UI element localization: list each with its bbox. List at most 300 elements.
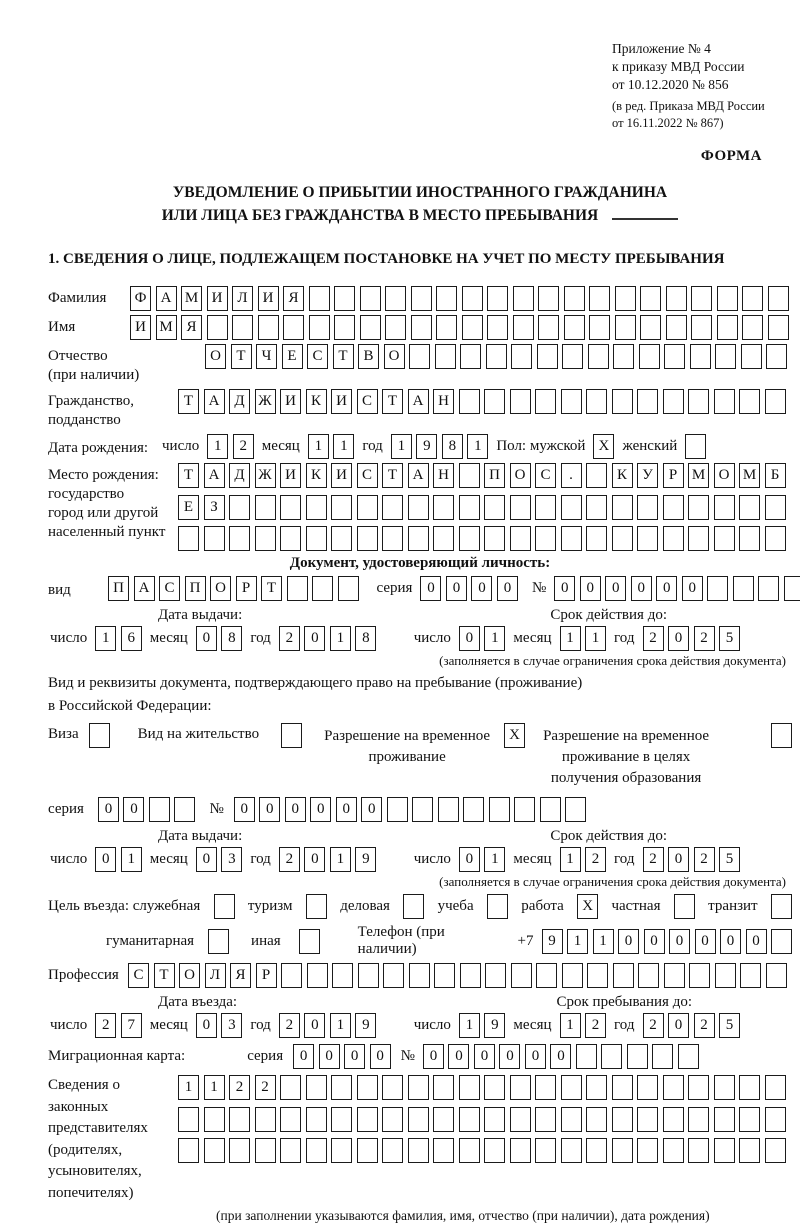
char-box[interactable] (688, 526, 709, 551)
char-box[interactable] (360, 315, 381, 340)
char-box[interactable]: А (156, 286, 177, 311)
char-box[interactable]: П (484, 463, 505, 488)
char-box[interactable]: Я (283, 286, 304, 311)
char-box[interactable] (640, 286, 661, 311)
char-box[interactable] (331, 1138, 352, 1163)
char-box[interactable]: Р (236, 576, 257, 601)
char-box[interactable] (663, 1075, 684, 1100)
char-box[interactable] (538, 315, 559, 340)
char-box[interactable] (612, 495, 633, 520)
char-box[interactable]: 2 (233, 434, 254, 459)
char-box[interactable]: Я (230, 963, 251, 988)
char-box[interactable] (280, 526, 301, 551)
char-box[interactable] (229, 1107, 250, 1132)
char-box[interactable]: 0 (459, 847, 480, 872)
char-box[interactable]: 0 (344, 1044, 365, 1069)
char-box[interactable] (637, 495, 658, 520)
char-box[interactable]: Ж (255, 389, 276, 414)
char-box[interactable]: З (204, 495, 225, 520)
char-box[interactable] (637, 526, 658, 551)
char-box[interactable]: 0 (319, 1044, 340, 1069)
char-box[interactable] (459, 1138, 480, 1163)
char-box[interactable] (612, 1107, 633, 1132)
char-box[interactable] (460, 344, 481, 369)
char-box[interactable]: 0 (304, 1013, 325, 1038)
char-box[interactable]: 8 (221, 626, 242, 651)
char-box[interactable] (459, 1107, 480, 1132)
char-box[interactable]: 5 (719, 1013, 740, 1038)
char-box[interactable] (562, 963, 583, 988)
char-box[interactable] (357, 495, 378, 520)
char-box[interactable]: 0 (336, 797, 357, 822)
char-box[interactable]: О (510, 463, 531, 488)
char-box[interactable]: Ч (256, 344, 277, 369)
char-box[interactable] (664, 963, 685, 988)
char-box[interactable]: 0 (499, 1044, 520, 1069)
char-box[interactable]: 1 (560, 1013, 581, 1038)
char-box[interactable] (691, 315, 712, 340)
char-box[interactable] (489, 797, 510, 822)
char-box[interactable]: 0 (446, 576, 467, 601)
char-box[interactable] (685, 434, 706, 459)
char-box[interactable]: 1 (204, 1075, 225, 1100)
char-box[interactable] (306, 894, 327, 919)
char-box[interactable]: 0 (720, 929, 741, 954)
char-box[interactable]: 9 (484, 1013, 505, 1038)
char-box[interactable]: Т (382, 463, 403, 488)
char-box[interactable] (771, 894, 792, 919)
char-box[interactable] (561, 1138, 582, 1163)
char-box[interactable]: 9 (416, 434, 437, 459)
char-box[interactable]: 1 (484, 626, 505, 651)
char-box[interactable]: С (128, 963, 149, 988)
char-box[interactable]: 0 (123, 797, 144, 822)
char-box[interactable] (612, 526, 633, 551)
char-box[interactable] (280, 1075, 301, 1100)
char-box[interactable] (535, 1107, 556, 1132)
char-box[interactable]: Н (433, 463, 454, 488)
char-box[interactable] (338, 576, 359, 601)
char-box[interactable] (411, 286, 432, 311)
char-box[interactable] (510, 1075, 531, 1100)
char-box[interactable] (484, 389, 505, 414)
char-box[interactable]: И (130, 315, 151, 340)
char-box[interactable] (637, 389, 658, 414)
char-box[interactable] (771, 723, 792, 748)
char-box[interactable] (688, 1107, 709, 1132)
char-box[interactable] (740, 963, 761, 988)
char-box[interactable]: Д (229, 389, 250, 414)
char-box[interactable] (637, 1138, 658, 1163)
char-box[interactable]: 0 (669, 929, 690, 954)
char-box[interactable] (768, 286, 789, 311)
char-box[interactable] (714, 526, 735, 551)
char-box[interactable]: Д (229, 463, 250, 488)
char-box[interactable] (510, 495, 531, 520)
char-box[interactable] (462, 286, 483, 311)
char-box[interactable] (433, 1107, 454, 1132)
char-box[interactable] (586, 1107, 607, 1132)
char-box[interactable] (486, 344, 507, 369)
char-box[interactable]: 2 (255, 1075, 276, 1100)
char-box[interactable] (666, 286, 687, 311)
char-box[interactable]: О (384, 344, 405, 369)
char-box[interactable]: В (358, 344, 379, 369)
char-box[interactable]: А (204, 463, 225, 488)
char-box[interactable] (739, 1075, 760, 1100)
char-box[interactable]: 0 (420, 576, 441, 601)
char-box[interactable] (280, 495, 301, 520)
char-box[interactable] (408, 495, 429, 520)
char-box[interactable]: 2 (694, 1013, 715, 1038)
char-box[interactable]: 2 (585, 1013, 606, 1038)
char-box[interactable] (714, 495, 735, 520)
char-box[interactable]: М (739, 463, 760, 488)
char-box[interactable] (784, 576, 800, 601)
char-box[interactable]: 6 (121, 626, 142, 651)
char-box[interactable] (306, 1138, 327, 1163)
char-box[interactable]: П (108, 576, 129, 601)
char-box[interactable]: 9 (355, 1013, 376, 1038)
char-box[interactable] (403, 894, 424, 919)
char-box[interactable] (174, 797, 195, 822)
char-box[interactable]: 1 (333, 434, 354, 459)
char-box[interactable]: Я (181, 315, 202, 340)
char-box[interactable] (382, 526, 403, 551)
char-box[interactable]: 0 (668, 1013, 689, 1038)
char-box[interactable] (459, 463, 480, 488)
char-box[interactable] (204, 1138, 225, 1163)
char-box[interactable]: Ф (130, 286, 151, 311)
char-box[interactable] (435, 344, 456, 369)
char-box[interactable] (535, 1138, 556, 1163)
char-box[interactable] (663, 526, 684, 551)
char-box[interactable]: 2 (279, 847, 300, 872)
char-box[interactable] (613, 344, 634, 369)
char-box[interactable] (565, 797, 586, 822)
char-box[interactable]: 0 (497, 576, 518, 601)
char-box[interactable] (663, 1138, 684, 1163)
char-box[interactable] (487, 894, 508, 919)
char-box[interactable] (484, 495, 505, 520)
char-box[interactable] (561, 495, 582, 520)
char-box[interactable] (178, 1107, 199, 1132)
char-box[interactable] (663, 1107, 684, 1132)
char-box[interactable] (178, 1138, 199, 1163)
char-box[interactable] (688, 495, 709, 520)
char-box[interactable] (334, 286, 355, 311)
char-box[interactable] (688, 1138, 709, 1163)
char-box[interactable]: 1 (330, 1013, 351, 1038)
char-box[interactable]: Т (261, 576, 282, 601)
char-box[interactable] (589, 286, 610, 311)
char-box[interactable]: 1 (95, 626, 116, 651)
char-box[interactable] (487, 315, 508, 340)
char-box[interactable]: 0 (310, 797, 331, 822)
char-box[interactable] (387, 797, 408, 822)
char-box[interactable] (535, 389, 556, 414)
char-box[interactable] (664, 344, 685, 369)
char-box[interactable]: П (185, 576, 206, 601)
char-box[interactable]: 0 (361, 797, 382, 822)
char-box[interactable] (601, 1044, 622, 1069)
char-box[interactable] (510, 1107, 531, 1132)
char-box[interactable] (412, 797, 433, 822)
char-box[interactable]: 0 (580, 576, 601, 601)
char-box[interactable]: 0 (293, 1044, 314, 1069)
char-box[interactable] (638, 963, 659, 988)
char-box[interactable] (742, 286, 763, 311)
char-box[interactable]: 0 (471, 576, 492, 601)
char-box[interactable] (765, 526, 786, 551)
char-box[interactable]: 1 (207, 434, 228, 459)
char-box[interactable]: 0 (196, 847, 217, 872)
char-box[interactable] (586, 389, 607, 414)
char-box[interactable] (535, 495, 556, 520)
char-box[interactable]: Т (382, 389, 403, 414)
char-box[interactable] (487, 286, 508, 311)
char-box[interactable] (306, 526, 327, 551)
char-box[interactable]: 1 (560, 626, 581, 651)
char-box[interactable]: 0 (474, 1044, 495, 1069)
char-box[interactable]: 2 (694, 847, 715, 872)
char-box[interactable] (540, 797, 561, 822)
char-box[interactable]: М (156, 315, 177, 340)
char-box[interactable]: 1 (391, 434, 412, 459)
char-box[interactable]: 2 (279, 1013, 300, 1038)
char-box[interactable] (307, 963, 328, 988)
char-box[interactable] (360, 286, 381, 311)
char-box[interactable] (561, 1075, 582, 1100)
char-box[interactable] (678, 1044, 699, 1069)
char-box[interactable]: 0 (196, 626, 217, 651)
char-box[interactable] (717, 315, 738, 340)
char-box[interactable]: 0 (459, 626, 480, 651)
char-box[interactable] (537, 344, 558, 369)
char-box[interactable] (586, 495, 607, 520)
char-box[interactable] (357, 1075, 378, 1100)
char-box[interactable] (758, 576, 779, 601)
char-box[interactable]: 1 (567, 929, 588, 954)
char-box[interactable] (510, 389, 531, 414)
char-box[interactable] (409, 344, 430, 369)
char-box[interactable]: X (593, 434, 614, 459)
char-box[interactable] (382, 495, 403, 520)
char-box[interactable]: 2 (694, 626, 715, 651)
char-box[interactable] (714, 1107, 735, 1132)
char-box[interactable]: . (561, 463, 582, 488)
char-box[interactable] (717, 286, 738, 311)
char-box[interactable] (513, 315, 534, 340)
char-box[interactable] (459, 526, 480, 551)
char-box[interactable]: И (331, 389, 352, 414)
char-box[interactable]: И (207, 286, 228, 311)
char-box[interactable]: О (714, 463, 735, 488)
char-box[interactable]: 5 (719, 626, 740, 651)
char-box[interactable]: 0 (554, 576, 575, 601)
char-box[interactable] (255, 526, 276, 551)
char-box[interactable] (255, 1107, 276, 1132)
char-box[interactable] (436, 286, 457, 311)
char-box[interactable] (586, 1138, 607, 1163)
char-box[interactable] (652, 1044, 673, 1069)
char-box[interactable]: 5 (719, 847, 740, 872)
char-box[interactable] (484, 1138, 505, 1163)
char-box[interactable] (576, 1044, 597, 1069)
char-box[interactable] (357, 1138, 378, 1163)
char-box[interactable] (535, 526, 556, 551)
char-box[interactable]: 0 (682, 576, 703, 601)
char-box[interactable] (627, 1044, 648, 1069)
char-box[interactable] (232, 315, 253, 340)
char-box[interactable] (612, 1138, 633, 1163)
char-box[interactable] (459, 495, 480, 520)
char-box[interactable]: Ж (255, 463, 276, 488)
char-box[interactable]: Е (178, 495, 199, 520)
char-box[interactable] (408, 1107, 429, 1132)
char-box[interactable] (612, 389, 633, 414)
char-box[interactable]: Р (256, 963, 277, 988)
char-box[interactable] (433, 495, 454, 520)
char-box[interactable] (766, 344, 787, 369)
char-box[interactable]: 1 (585, 626, 606, 651)
char-box[interactable] (207, 315, 228, 340)
char-box[interactable] (484, 526, 505, 551)
char-box[interactable]: 0 (304, 847, 325, 872)
char-box[interactable]: Р (663, 463, 684, 488)
char-box[interactable]: 8 (355, 626, 376, 651)
char-box[interactable]: 2 (643, 847, 664, 872)
char-box[interactable] (707, 576, 728, 601)
char-box[interactable]: И (280, 389, 301, 414)
char-box[interactable] (765, 1075, 786, 1100)
char-box[interactable] (229, 495, 250, 520)
char-box[interactable]: О (179, 963, 200, 988)
char-box[interactable]: Б (765, 463, 786, 488)
char-box[interactable] (663, 495, 684, 520)
char-box[interactable] (562, 344, 583, 369)
char-box[interactable]: А (204, 389, 225, 414)
char-box[interactable]: 0 (656, 576, 677, 601)
char-box[interactable] (739, 526, 760, 551)
char-box[interactable] (204, 526, 225, 551)
char-box[interactable] (255, 1138, 276, 1163)
char-box[interactable] (357, 1107, 378, 1132)
char-box[interactable] (714, 1075, 735, 1100)
char-box[interactable]: 0 (668, 626, 689, 651)
char-box[interactable]: С (357, 389, 378, 414)
char-box[interactable] (306, 1075, 327, 1100)
char-box[interactable] (586, 526, 607, 551)
char-box[interactable] (408, 526, 429, 551)
char-box[interactable] (691, 286, 712, 311)
char-box[interactable] (214, 894, 235, 919)
char-box[interactable] (484, 1107, 505, 1132)
char-box[interactable] (463, 797, 484, 822)
char-box[interactable] (689, 963, 710, 988)
char-box[interactable] (765, 389, 786, 414)
char-box[interactable] (433, 1138, 454, 1163)
char-box[interactable] (765, 1138, 786, 1163)
char-box[interactable]: Т (178, 389, 199, 414)
char-box[interactable] (561, 1107, 582, 1132)
char-box[interactable]: 0 (644, 929, 665, 954)
char-box[interactable] (383, 963, 404, 988)
char-box[interactable] (637, 1107, 658, 1132)
char-box[interactable]: 0 (285, 797, 306, 822)
char-box[interactable] (561, 389, 582, 414)
char-box[interactable]: 0 (631, 576, 652, 601)
char-box[interactable] (332, 963, 353, 988)
char-box[interactable] (586, 1075, 607, 1100)
char-box[interactable] (742, 315, 763, 340)
char-box[interactable] (382, 1138, 403, 1163)
char-box[interactable]: 1 (330, 626, 351, 651)
char-box[interactable] (434, 963, 455, 988)
char-box[interactable]: 0 (423, 1044, 444, 1069)
char-box[interactable] (408, 1075, 429, 1100)
char-box[interactable] (739, 389, 760, 414)
char-box[interactable] (714, 1138, 735, 1163)
char-box[interactable] (306, 495, 327, 520)
char-box[interactable] (433, 526, 454, 551)
char-box[interactable] (331, 1107, 352, 1132)
char-box[interactable]: А (408, 463, 429, 488)
char-box[interactable]: 1 (593, 929, 614, 954)
char-box[interactable] (771, 929, 792, 954)
char-box[interactable] (639, 344, 660, 369)
char-box[interactable] (280, 1138, 301, 1163)
char-box[interactable]: Н (433, 389, 454, 414)
char-box[interactable]: 1 (330, 847, 351, 872)
char-box[interactable] (538, 286, 559, 311)
char-box[interactable]: И (258, 286, 279, 311)
char-box[interactable] (306, 1107, 327, 1132)
char-box[interactable]: 8 (442, 434, 463, 459)
char-box[interactable] (462, 315, 483, 340)
char-box[interactable]: 2 (585, 847, 606, 872)
char-box[interactable]: 2 (643, 626, 664, 651)
char-box[interactable] (255, 495, 276, 520)
char-box[interactable] (714, 389, 735, 414)
char-box[interactable]: 0 (525, 1044, 546, 1069)
char-box[interactable]: О (210, 576, 231, 601)
char-box[interactable]: 0 (98, 797, 119, 822)
char-box[interactable] (299, 929, 320, 954)
char-box[interactable]: И (280, 463, 301, 488)
char-box[interactable]: А (134, 576, 155, 601)
char-box[interactable]: 1 (459, 1013, 480, 1038)
char-box[interactable]: С (535, 463, 556, 488)
char-box[interactable]: 3 (221, 1013, 242, 1038)
char-box[interactable] (589, 315, 610, 340)
char-box[interactable]: К (306, 463, 327, 488)
char-box[interactable] (514, 797, 535, 822)
char-box[interactable] (587, 963, 608, 988)
char-box[interactable] (411, 315, 432, 340)
char-box[interactable]: 0 (196, 1013, 217, 1038)
char-box[interactable] (382, 1107, 403, 1132)
char-box[interactable]: 0 (234, 797, 255, 822)
char-box[interactable]: А (408, 389, 429, 414)
char-box[interactable] (331, 1075, 352, 1100)
char-box[interactable] (459, 389, 480, 414)
char-box[interactable] (408, 1138, 429, 1163)
char-box[interactable]: 0 (550, 1044, 571, 1069)
char-box[interactable] (739, 1138, 760, 1163)
char-box[interactable] (178, 526, 199, 551)
char-box[interactable] (663, 389, 684, 414)
